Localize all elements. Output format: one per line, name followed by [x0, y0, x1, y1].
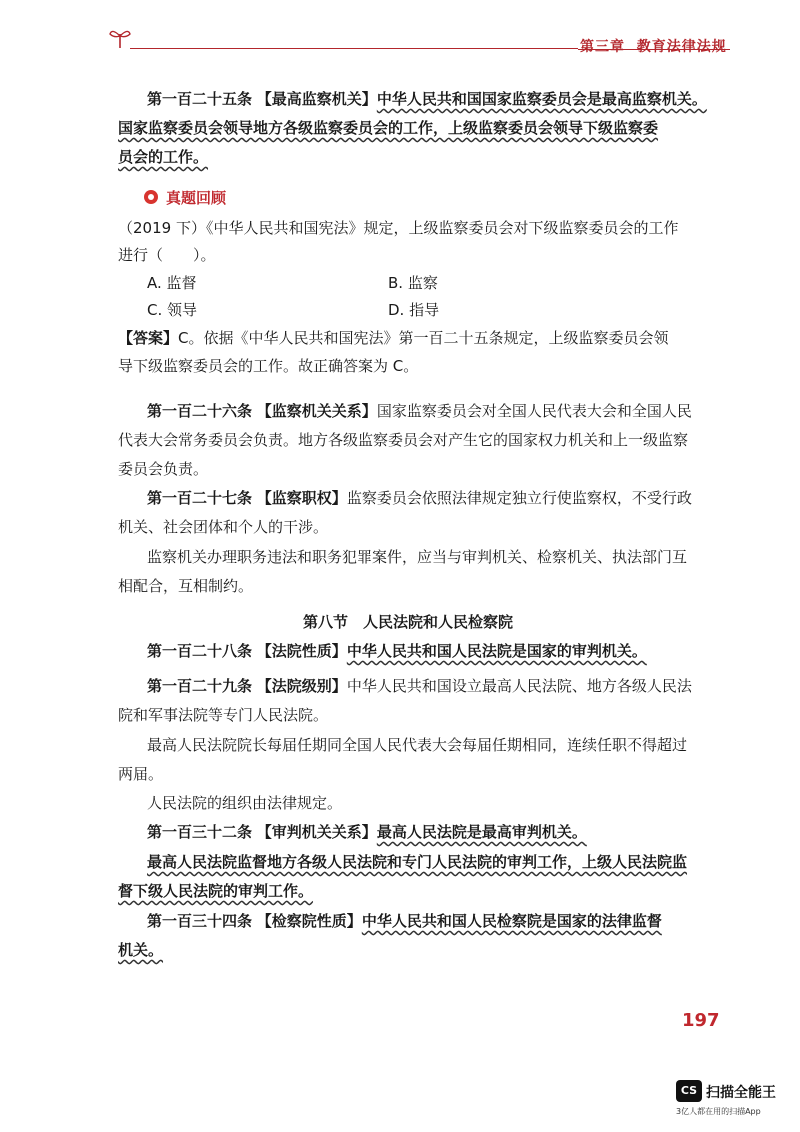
article-132-line2: 最高人民法院监督地方各级人民法院和专门人民法院的审判工作，上级人民法院监 [147, 853, 688, 871]
article-129-p2-line1: 最高人民法院院长每届任期同全国人民代表大会每届任期相同，连续任职不得超过 [147, 736, 688, 754]
article-127-line2: 机关、社会团体和个人的干涉。 [118, 518, 329, 536]
sun-icon [144, 190, 158, 204]
article-number: 第一百三十二条 [147, 823, 253, 841]
article-tag: 【监察职权】 [256, 489, 347, 507]
article-132-line3: 督下级人民法院的审判工作。 [118, 882, 314, 900]
answer-line2: 导下级监察委员会的工作。故正确答案为 C。 [118, 357, 419, 375]
article-tag: 【检察院性质】 [256, 912, 362, 930]
question-line2: 进行（ ）。 [118, 246, 216, 264]
article-number: 第一百二十六条 [147, 402, 253, 420]
article-125-line2: 国家监察委员会领导地方各级监察委员会的工作，上级监察委员会领导下级监察委 [118, 119, 659, 137]
article-number: 第一百二十九条 [147, 677, 253, 695]
review-title: 真题回顾 [166, 189, 227, 207]
article-number: 第一百二十八条 [147, 642, 253, 660]
article-text: 中华人民共和国人民检察院是国家的法律监督 [361, 912, 662, 930]
option-c: C. 领导 [147, 301, 198, 319]
article-126-line2: 代表大会常务委员会负责。地方各级监察委员会对产生它的国家权力机关和上一级监察 [118, 431, 689, 449]
article-129-p3: 人民法院的组织由法律规定。 [147, 794, 343, 812]
option-b: B. 监察 [388, 274, 438, 292]
question-line1: （2019 下）《中华人民共和国宪法》规定，上级监察委员会对下级监察委员会的工作 [118, 219, 679, 237]
camscanner-logo-icon: CS [676, 1080, 702, 1102]
article-126-line1 [147, 400, 692, 421]
article-tag: 【监察机关关系】 [256, 402, 377, 420]
chapter-header [580, 36, 727, 56]
article-tag: 【法院级别】 [256, 677, 347, 695]
answer-line1 [118, 327, 669, 348]
article-129-p2-line2: 两届。 [118, 765, 164, 783]
watermark-name: 扫描全能王 [706, 1085, 776, 1101]
article-134-line1 [147, 910, 662, 931]
article-127-p2-line1: 监察机关办理职务违法和职务犯罪案件，应当与审判机关、检察机关、执法部门互 [147, 548, 688, 566]
article-text: 监察委员会依照法律规定独立行使监察权，不受行政 [346, 489, 692, 507]
chapter-number: 第三章 [580, 39, 625, 55]
article-number: 第一百三十四条 [147, 912, 253, 930]
section-title: 第八节 人民法院和人民检察院 [303, 613, 514, 631]
article-text: 中华人民共和国设立最高人民法院、地方各级人民法 [346, 677, 692, 695]
article-127-p2-line2: 相配合，互相制约。 [118, 577, 254, 595]
option-d: D. 指导 [388, 301, 440, 319]
article-127-line1 [147, 487, 692, 508]
page-number: 197 [682, 1010, 720, 1031]
header-rule [130, 48, 578, 49]
article-number: 第一百二十五条 [147, 90, 253, 108]
article-number: 第一百二十七条 [147, 489, 253, 507]
article-129-line1 [147, 675, 692, 696]
article-text: 中华人民共和国国家监察委员会是最高监察机关。 [376, 90, 707, 108]
article-tag: 【最高监察机关】 [256, 90, 377, 108]
option-a: A. 监督 [147, 274, 197, 292]
article-126-line3: 委员会负责。 [118, 460, 209, 478]
chapter-topic: 教育法律法规 [636, 39, 727, 55]
answer-label: 【答案】 [118, 329, 179, 347]
watermark-tagline: 3亿人都在用的扫描App [676, 1107, 761, 1116]
article-text: 国家监察委员会对全国人民代表大会和全国人民 [376, 402, 692, 420]
article-text: 中华人民共和国人民法院是国家的审判机关。 [346, 642, 647, 660]
article-tag: 【审判机关关系】 [256, 823, 377, 841]
article-125-line3: 员会的工作。 [118, 148, 209, 166]
article-125-line1 [147, 88, 707, 109]
article-132-line1 [147, 821, 587, 842]
article-134-line2: 机关。 [118, 941, 164, 959]
article-tag: 【法院性质】 [256, 642, 347, 660]
sprout-icon [108, 24, 132, 50]
article-129-line2: 院和军事法院等专门人民法院。 [118, 706, 329, 724]
answer-text: C。依据《中华人民共和国宪法》第一百二十五条规定，上级监察委员会领 [178, 329, 669, 347]
article-text: 最高人民法院是最高审判机关。 [376, 823, 587, 841]
article-128-line1 [147, 640, 647, 661]
